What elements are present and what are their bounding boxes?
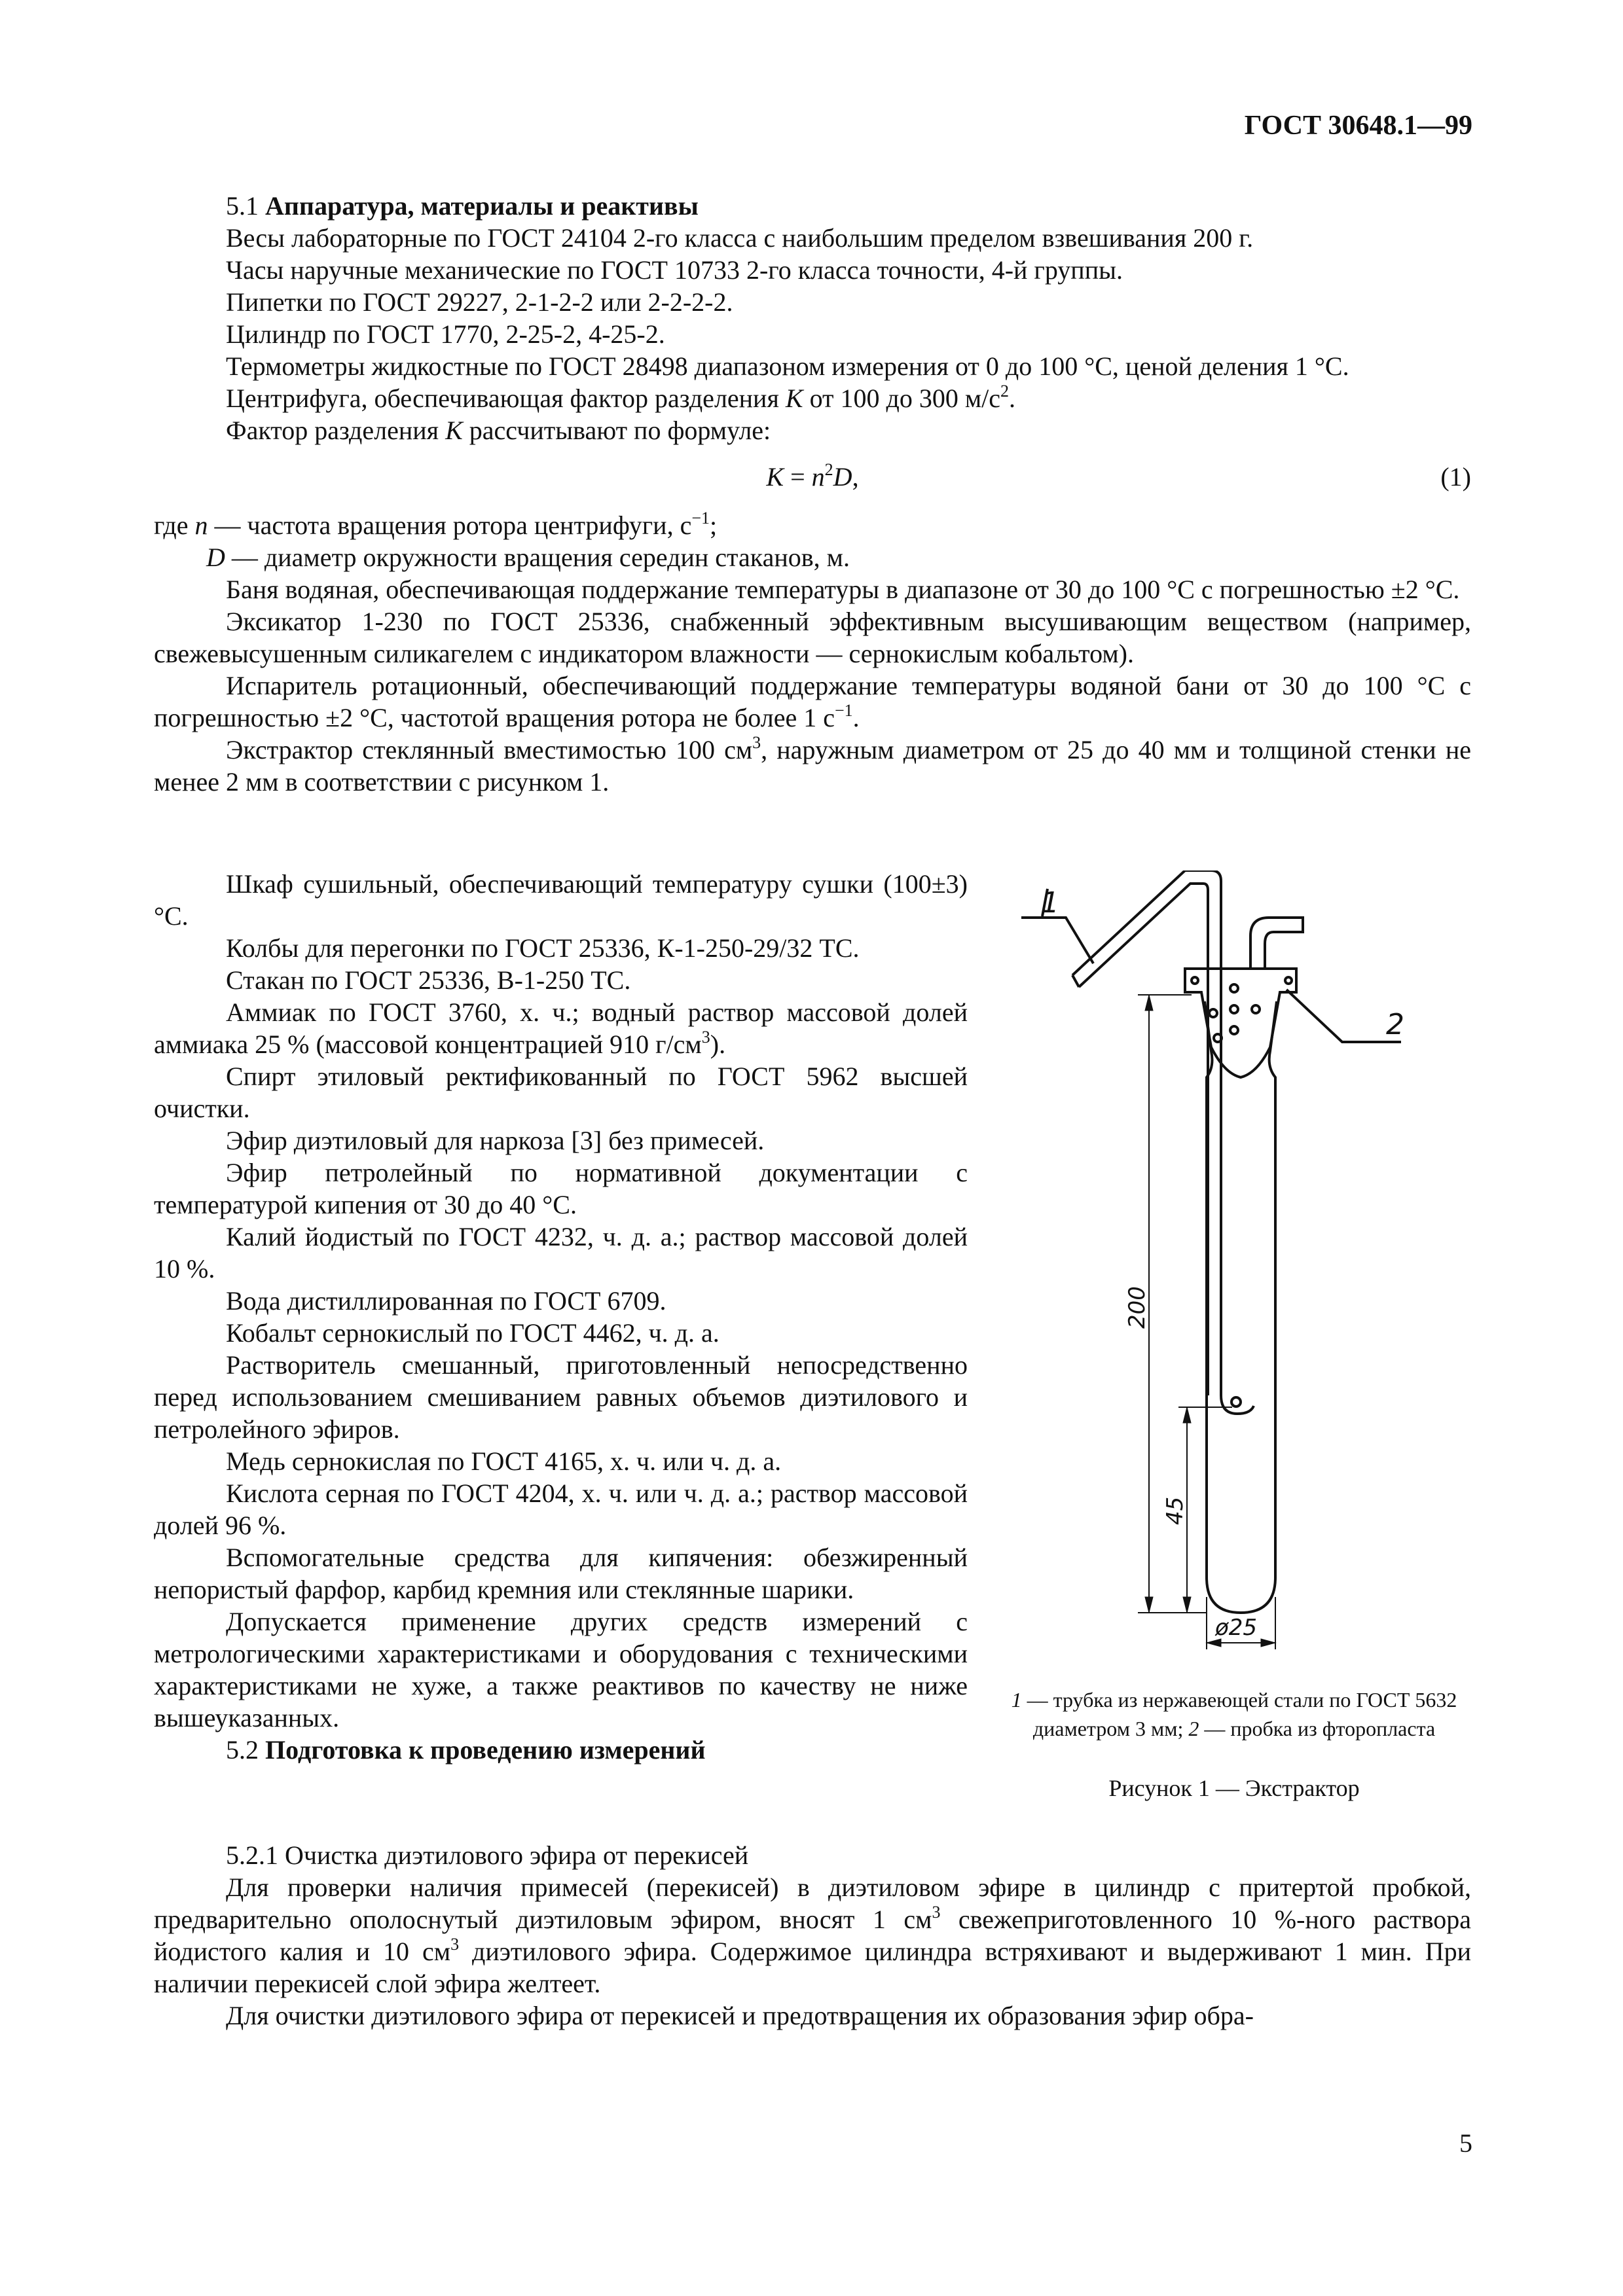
paragraph-peroxide-cleanup: Для очистки диэтилового эфира от перекисей и предотвращения их образования эфир обра-: [226, 2001, 1254, 2030]
paragraph-evaporator: Испаритель ротационный, обеспечивающий поддержание температуры водяной бани от 30 до 100 °С с погрешностью ±2 °С, частотой вращения ротора не более 1 $с^{-1}$.: [154, 671, 1471, 732]
paragraph-boiling-aids: Вспомогательные средства для кипячения: обезжиренный непористый фарфор, карбид кремния или стеклянные шарики.: [154, 1543, 968, 1604]
stopper-hole: [1230, 1005, 1238, 1013]
left-column-block: [154, 868, 968, 1766]
paragraph-watch: Часы наручные механические по ГОСТ 10733 2-го класса точности, 4-й группы.: [226, 255, 1123, 285]
dimension-label-25: ø25: [1215, 1615, 1258, 1641]
figure-extractor: [995, 870, 1473, 1833]
paragraph-scales: Весы лабораторные по ГОСТ 24104 2-го класса с наибольшим пределом взвешивания 200 г.: [226, 223, 1254, 253]
paragraph-ammonia: Аммиак по ГОСТ 3760, х. ч.; водный раствор массовой долей аммиака 25 % (массовой концентрацией 910 $г/см^3$).: [154, 997, 968, 1059]
tube-end-cap: [1072, 975, 1079, 987]
paragraph-peroxide-check: Для проверки наличия примесей (перекисей) в диэтиловом эфире в цилиндр с притертой пробкой, предварительно ополоснутый диэтиловым эфиром, вносят 1 $см^3$ свежеприготовленного 10 %-ного раствора йодистого калия и 10 $см^3$ диэтилового эфира. Содержимое цилиндра встряхивают и выдерживают 1 мин. При наличии перекисей слой эфира желтеет.: [154, 1873, 1472, 1998]
paragraph-drying-cabinet: Шкаф сушильный, обеспечивающий температуру сушки (100±3) °С.: [154, 869, 968, 931]
paragraph-thermometers: Термометры жидкостные по ГОСТ 28498 диапазоном измерения от 0 до 100 °С, ценой деления 1 °С.: [226, 351, 1349, 381]
full-width-block-top: [154, 190, 1471, 798]
leader-2: [1286, 990, 1401, 1042]
extractor-drawing: [995, 870, 1473, 1682]
section-5-2-title: Подготовка к проведению измерений: [265, 1735, 706, 1765]
page-number: 5: [1459, 2128, 1472, 2158]
paragraph-cobalt-sulfate: Кобальт сернокислый по ГОСТ 4462, ч. д. а.: [226, 1318, 720, 1348]
paragraph-flasks: Колбы для перегонки по ГОСТ 25336, К-1-250-29/32 ТС.: [226, 933, 860, 963]
paragraph-factor: Фактор разделения K рассчитывают по формуле:: [226, 416, 771, 445]
dimension-label-200: 200: [1124, 1286, 1150, 1329]
document-header: ГОСТ 30648.1—99: [1244, 111, 1472, 141]
paragraph-water-bath: Баня водяная, обеспечивающая поддержание температуры в диапазоне от 30 до 100 °С с погрешностью ±2 °С.: [226, 575, 1460, 604]
full-width-block-bottom: [154, 1839, 1471, 2032]
extractor-body: [1205, 1001, 1277, 1613]
section-5-1-heading: 5.1 Аппаратура, материалы и реактивы: [226, 191, 699, 221]
figure-label-2: 2: [1386, 1008, 1404, 1041]
paragraph-distilled-water: Вода дистиллированная по ГОСТ 6709.: [226, 1286, 666, 1316]
paragraph-diethyl-ether: Эфир диэтиловый для наркоза [3] без примесей.: [226, 1126, 765, 1155]
paragraph-sulfuric-acid: Кислота серная по ГОСТ 4204, х. ч. или ч. д. а.; раствор массовой долей 96 %.: [154, 1479, 968, 1540]
dimension-label-45: 45: [1162, 1496, 1188, 1525]
outlet-pipe: [1250, 918, 1303, 969]
where-n-line: где n — частота вращения ротора центрифуги, $с^{-1}$;: [154, 509, 718, 540]
stopper-shape: [1185, 969, 1296, 1077]
paragraph-ethanol: Спирт этиловый ректификованный по ГОСТ 5962 высшей очистки.: [154, 1062, 968, 1123]
stopper-hole: [1230, 984, 1238, 992]
paragraph-extractor: Экстрактор стеклянный вместимостью 100 $см^3$, наружным диаметром от 25 до 40 мм и толщиной стенки не менее 2 мм в соответствии с рисунком 1.: [154, 733, 1471, 797]
paragraph-potassium-iodide: Калий йодистый по ГОСТ 4232, ч. д. а.; раствор массовой долей 10 %.: [154, 1222, 968, 1283]
paragraph-beaker: Стакан по ГОСТ 25336, В-1-250 ТС.: [226, 965, 631, 995]
stopper-hole: [1285, 977, 1292, 984]
section-5-2-1-heading: 5.2.1 Очистка диэтилового эфира от перекисей: [226, 1840, 749, 1870]
stopper-hole: [1209, 1009, 1217, 1017]
paragraph-alternatives: Допускается применение других средств измерений с метрологическими характеристиками и оборудования с техническими характеристиками не хуже, а также реактивов по качеству не ниже вышеуказанных.: [154, 1607, 968, 1732]
stopper-hole: [1192, 977, 1198, 984]
paragraph-desiccator: Эксикатор 1-230 по ГОСТ 25336, снабженный эффективным высушивающим веществом (например, свежевысушенным силикагелем с индикатором влажности — сернокислым кобальтом).: [154, 607, 1471, 668]
section-5-1-title: Аппаратура, материалы и реактивы: [265, 191, 699, 221]
paragraph-centrifuge: Центрифуга, обеспечивающая фактор разделения K от 100 до 300 $м/с^2$.: [226, 382, 1016, 413]
formula-number: (1): [1440, 462, 1471, 492]
paragraph-pipettes: Пипетки по ГОСТ 29227, 2-1-2-2 или 2-2-2-2.: [226, 287, 733, 317]
paragraph-petroleum-ether: Эфир петролейный по нормативной документации с температурой кипения от 30 до 40 °С.: [154, 1158, 968, 1219]
figure-label-1: 1: [1041, 886, 1059, 920]
paragraph-cylinder: Цилиндр по ГОСТ 1770, 2-25-2, 4-25-2.: [226, 319, 665, 349]
tube-outlet: [1231, 1397, 1241, 1407]
paragraph-mixed-solvent: Растворитель смешанный, приготовленный непосредственно перед использованием смешиванием равных объемов диэтилового и петролейного эфиров.: [154, 1350, 968, 1444]
figure-legend: 1 — трубка из нержавеющей стали по ГОСТ 5632 диаметром 3 мм; 2 — пробка из фторопласта: [1011, 1688, 1457, 1740]
section-5-2-heading: 5.2 Подготовка к проведению измерений: [226, 1735, 706, 1765]
figure-title: Рисунок 1 — Экстрактор: [1108, 1775, 1360, 1801]
steel-tube-outer: [1072, 870, 1254, 1414]
stopper-hole: [1252, 1005, 1260, 1013]
formula-1: [154, 456, 1471, 501]
paragraph-copper-sulfate: Медь сернокислая по ГОСТ 4165, х. ч. или ч. д. а.: [226, 1446, 782, 1476]
where-d-line: D — диаметр окружности вращения середин стаканов, м.: [206, 543, 850, 572]
formula-expression: $K = n^2D$,: [766, 460, 859, 492]
stopper-hole: [1230, 1026, 1238, 1034]
